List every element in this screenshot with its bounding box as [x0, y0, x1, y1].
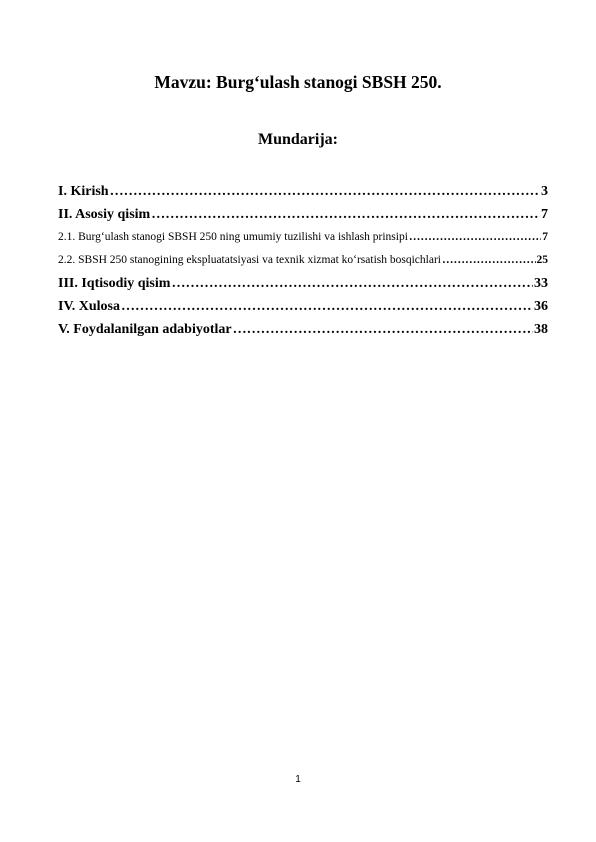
toc-leader-dots: [110, 180, 540, 203]
toc-leader-dots: [171, 272, 533, 295]
toc-entry-page: 3: [541, 184, 548, 199]
toc-entry-page: 7: [541, 207, 548, 222]
toc-heading: Mundarija:: [258, 131, 338, 148]
toc-entry-main-part[interactable]: [58, 203, 548, 226]
toc-entry-label: V. Foydalanilgan adabiyotlar: [58, 322, 232, 337]
toc-entry-label: IV. Xulosa: [58, 299, 120, 314]
toc-entry-label: III. Iqtisodiy qisim: [58, 276, 171, 291]
table-of-contents: [58, 180, 548, 341]
toc-entry-label: II. Asosiy qisim: [58, 207, 151, 222]
toc-entry-conclusion[interactable]: [58, 295, 548, 318]
toc-entry-page: 36: [534, 299, 548, 314]
toc-entry-page: 25: [536, 254, 548, 266]
toc-entry-page: 33: [534, 276, 548, 291]
toc-entry-page: 38: [534, 322, 548, 337]
toc-entry-page: 7: [542, 231, 548, 243]
toc-leader-dots: [121, 295, 533, 318]
toc-leader-dots: [151, 203, 540, 226]
page-number: 1: [295, 774, 301, 785]
toc-entry-introduction[interactable]: [58, 180, 548, 203]
toc-entry-label: 2.1. Burg‘ulash stanogi SBSH 250 ning umumiy tuzilishi va ishlash prinsipi: [58, 231, 408, 243]
toc-leader-dots: [409, 226, 541, 249]
toc-leader-dots: [442, 249, 536, 272]
toc-leader-dots: [233, 318, 533, 341]
toc-entry-section-2-2[interactable]: [58, 249, 548, 272]
toc-entry-economic-part[interactable]: [58, 272, 548, 295]
toc-entry-label: I. Kirish: [58, 184, 109, 199]
toc-entry-section-2-1[interactable]: [58, 226, 548, 249]
toc-entry-references[interactable]: [58, 318, 548, 341]
toc-entry-label: 2.2. SBSH 250 stanogining ekspluatatsiyasi va texnik xizmat ko‘rsatish bosqichlari: [58, 254, 441, 266]
document-title: Mavzu: Burg‘ulash stanogi SBSH 250.: [154, 72, 442, 92]
